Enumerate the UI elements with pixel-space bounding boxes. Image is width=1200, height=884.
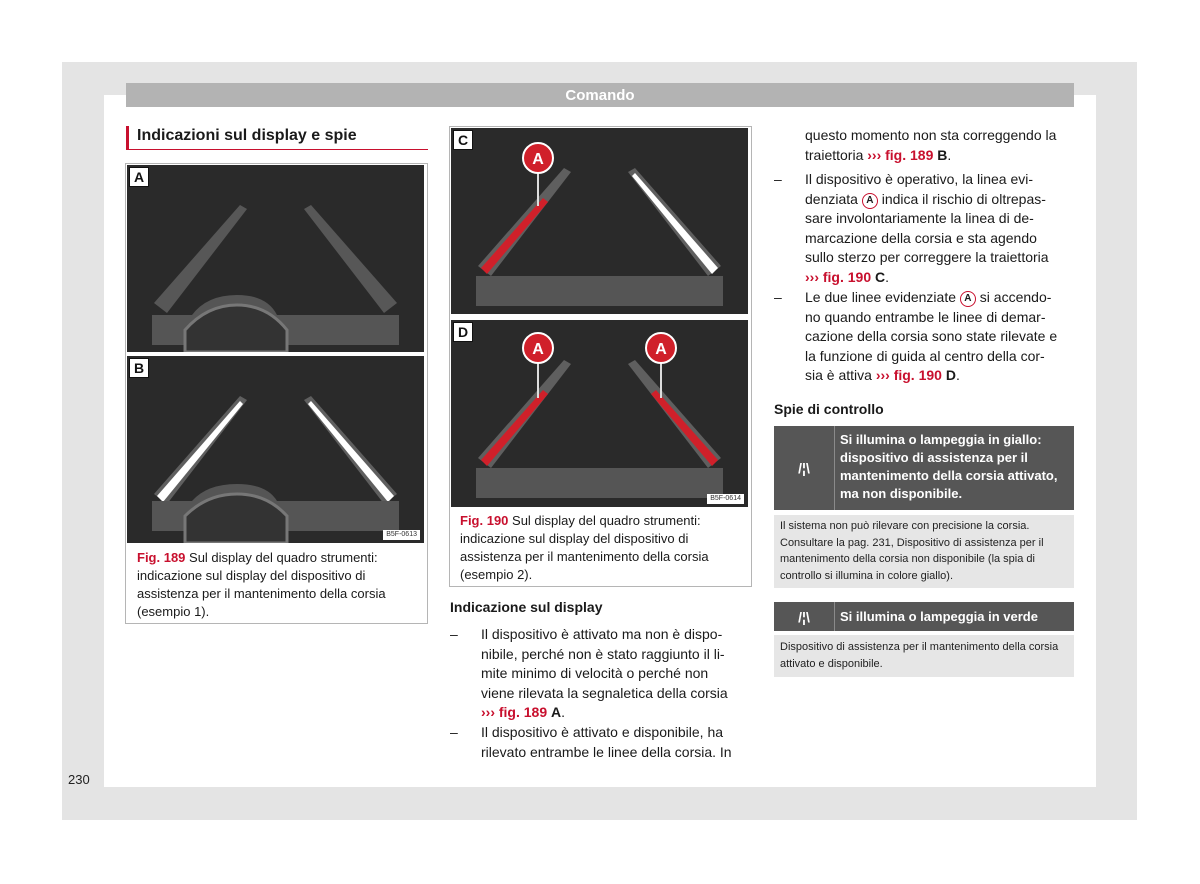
figure-code: B5F-0614 [707, 494, 744, 504]
warning-yellow-header [774, 426, 1074, 510]
text-line: viene rilevata la segnaletica della corsia [481, 684, 728, 701]
display-heading: Indicazione sul display [450, 599, 603, 615]
lane-assist-icon: /¦\ [774, 602, 835, 631]
figure-code: B5F-0613 [383, 530, 420, 540]
text-line: cazione della corsia sono state rilevate e [805, 328, 1058, 344]
warning-green-body [774, 635, 1074, 677]
list-item-continued: questo momento non sta correggendo la traiettoria ››› fig. 189 B. [805, 126, 1075, 165]
text-line: Il dispositivo è attivato ma non è dispo- [481, 626, 723, 642]
text-line: Le due linee evidenziate [805, 289, 960, 305]
marker-a: A [532, 341, 544, 358]
fig190-panel-c [451, 128, 748, 314]
text-line: denziata [805, 190, 862, 207]
fig-letter: B [937, 146, 948, 163]
fig189-panel-b [127, 356, 424, 543]
fig-letter: C [875, 268, 886, 285]
lane-display-graphic [451, 320, 748, 507]
caption-text: Sul display del quadro strumenti: indicazione sul display del dispositivo di assistenza per il mantenimento della corsia (esempio 1). [137, 550, 386, 619]
circled-a-icon: A [960, 291, 976, 307]
text-line: Il dispositivo è operativo, la linea evi- [805, 171, 1034, 187]
panel-label-b: B [129, 358, 149, 378]
list-item [481, 723, 751, 762]
caption-text: Sul display del quadro strumenti: indicazione sul display del dispositivo di assistenza per il mantenimento della corsia (esempio 2). [460, 513, 709, 582]
lane-display-graphic [451, 128, 748, 314]
lane-display-graphic [127, 165, 424, 352]
bullet-dash: – [450, 626, 458, 642]
section-title: Indicazioni sul display e spie [126, 126, 428, 150]
circled-a-icon: A [862, 193, 878, 209]
text-line: la funzione di guida al centro della cor- [805, 347, 1045, 364]
text-line: questo momento non sta correggendo la [805, 127, 1057, 143]
text-line: sullo sterzo per correggere la traiettoria [805, 249, 1049, 265]
text-line: Il dispositivo è attivato e disponibile, ha [481, 724, 724, 740]
lane-assist-icon: /¦\ [774, 426, 835, 510]
text-line: no quando entrambe le linee di demar- [805, 308, 1046, 325]
list-item: Il dispositivo è attivato ma non è dispo- nibile, perché non è stato raggiunto il li- mite minimo di velocità o perché non viene rilevata la segnaletica della corsia ››› fig. 189 A. [481, 625, 751, 723]
warning-green-header [774, 602, 1074, 631]
bullet-dash: – [450, 724, 458, 740]
panel-label-a: A [129, 167, 149, 187]
text-line: rilevato entrambe le linee della corsia. In [481, 743, 732, 760]
bullet-dash: – [774, 171, 782, 187]
text-line: sare involontariamente la linea di de- [805, 210, 1034, 226]
warning-yellow-body [774, 515, 1074, 588]
warning-title: Si illumina o lampeggia in verde [840, 609, 1038, 624]
list-item: Il dispositivo è operativo, la linea evi- denziata A indica il rischio di oltrepas- sare involontariamente la linea di de- marcazione della corsia e sta agendo sullo sterzo per correggere la traiettoria ››› fig. 190 C. [805, 170, 1075, 287]
chapter-header: Comando [126, 83, 1074, 107]
marker-a: A [532, 151, 544, 168]
page-number: 230 [68, 772, 90, 787]
text-line: indica il rischio di oltrepas- [877, 190, 1046, 207]
text-line: marcazione della corsia e sta agendo [805, 229, 1037, 246]
fig-link[interactable]: ››› fig. 190 [805, 268, 872, 285]
fig190-caption [460, 512, 742, 584]
fig-ref: Fig. 189 [137, 550, 186, 565]
lane-display-graphic [127, 356, 424, 543]
marker-a: A [655, 341, 667, 358]
fig-link[interactable]: ››› fig. 189 [481, 704, 548, 720]
spie-heading: Spie di controllo [774, 401, 884, 417]
fig-link[interactable]: ››› fig. 190 [875, 367, 942, 383]
fig-link[interactable]: ››› fig. 189 [867, 146, 934, 163]
fig189-panel-a [127, 165, 424, 352]
fig-letter: D [945, 367, 956, 383]
bullet-dash: – [774, 289, 782, 305]
panel-label-c: C [453, 130, 473, 150]
warning-description: Dispositivo di assistenza per il mantenimento della corsia attivato e disponibile. [780, 641, 1059, 670]
fig-letter: A [551, 704, 562, 720]
panel-label-d: D [453, 322, 473, 342]
text-line: nibile, perché non è stato raggiunto il li- [481, 645, 725, 662]
text-line: si accendo- [975, 289, 1052, 305]
warning-description: Il sistema non può rilevare con precisione la corsia. Consultare la pag. 231, Dispositivo di assistenza per il mantenimento della corsia non disponibile (la spia di controllo si illumina in colore giallo). [780, 520, 1044, 582]
fig189-caption [137, 549, 419, 621]
text-line: traiettoria [805, 146, 868, 163]
warning-title: Si illumina o lampeggia in giallo: dispositivo di assistenza per il mantenimento della corsia attivato, ma non disponibile. [840, 432, 1058, 501]
text-line: mite minimo di velocità o perché non [481, 665, 709, 681]
list-item: Le due linee evidenziate A si accendo- no quando entrambe le linee di demar- cazione della corsia sono state rilevate e la funzione di guida al centro della cor- sia è attiva ››› fig. 190 D. [805, 288, 1075, 386]
fig-ref: Fig. 190 [460, 513, 509, 528]
fig190-panel-d [451, 320, 748, 507]
text-line: sia è attiva [805, 367, 876, 383]
